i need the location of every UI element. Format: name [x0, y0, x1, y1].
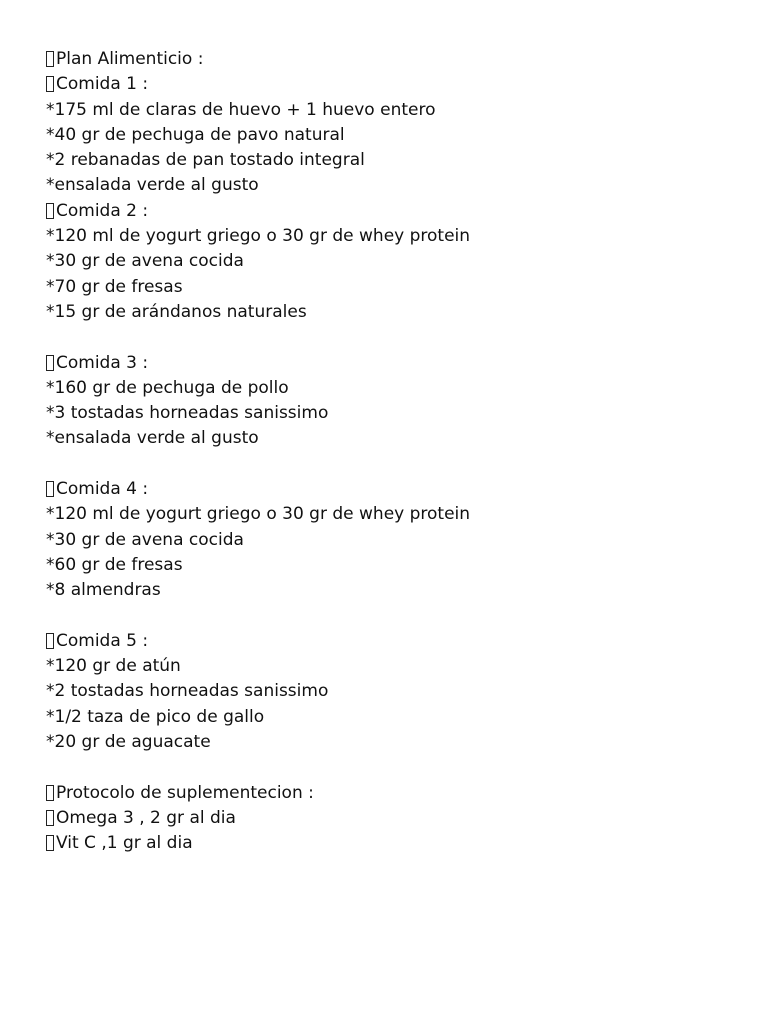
- section-heading-line: [46, 199, 726, 224]
- section-heading-line: [46, 629, 726, 654]
- line-text: *30 gr de avena cocida: [46, 529, 244, 550]
- list-item-line: [46, 730, 726, 755]
- line-text: *2 rebanadas de pan tostado integral: [46, 150, 365, 171]
- line-text: Comida 4 :: [56, 479, 149, 500]
- line-text: *1/2 taza de pico de gallo: [46, 706, 265, 727]
- line-text: *ensalada verde al gusto: [46, 175, 259, 196]
- line-text: *120 gr de atún: [46, 656, 181, 677]
- missing-glyph-box-icon: [46, 203, 54, 219]
- line-text: *8 almendras: [46, 580, 161, 601]
- section-heading-line: [46, 806, 726, 831]
- line-text: Comida 1 :: [56, 74, 149, 95]
- list-item-line: [46, 502, 726, 527]
- section-heading-line: [46, 72, 726, 97]
- line-text: Comida 5 :: [56, 630, 149, 651]
- list-item-line: [46, 401, 726, 426]
- list-item-line: [46, 249, 726, 274]
- list-item-line: [46, 654, 726, 679]
- section-heading-line: [46, 781, 726, 806]
- line-text: Comida 2 :: [56, 200, 149, 221]
- line-text: *120 ml de yogurt griego o 30 gr de whey protein: [46, 504, 471, 525]
- list-item-line: [46, 553, 726, 578]
- list-item-line: [46, 679, 726, 704]
- section-heading-line: [46, 477, 726, 502]
- line-text: Plan Alimenticio :: [56, 49, 204, 69]
- line-text: Omega 3 , 2 gr al dia: [56, 807, 236, 828]
- blank-line: [46, 325, 726, 350]
- list-item-line: [46, 300, 726, 325]
- line-text: *20 gr de aguacate: [46, 732, 211, 753]
- section-heading-line: [46, 47, 726, 72]
- list-item-line: [46, 376, 726, 401]
- missing-glyph-box-icon: [46, 633, 54, 649]
- list-item-line: [46, 148, 726, 173]
- list-item-line: [46, 173, 726, 198]
- section-heading-line: [46, 351, 726, 376]
- line-text: Vit C ,1 gr al dia: [56, 833, 193, 854]
- blank-line: [46, 755, 726, 780]
- missing-glyph-box-icon: [46, 51, 54, 67]
- missing-glyph-box-icon: [46, 355, 54, 371]
- line-text: *70 gr de fresas: [46, 276, 183, 297]
- line-text: Protocolo de suplementecion :: [56, 782, 314, 803]
- line-text: *175 ml de claras de huevo + 1 huevo entero: [46, 99, 436, 120]
- blank-line: [46, 604, 726, 629]
- list-item-line: [46, 705, 726, 730]
- list-item-line: [46, 123, 726, 148]
- line-text: *160 gr de pechuga de pollo: [46, 377, 289, 398]
- missing-glyph-box-icon: [46, 76, 54, 92]
- line-text: Comida 3 :: [56, 352, 149, 373]
- line-text: *2 tostadas horneadas sanissimo: [46, 681, 329, 702]
- document-body: [46, 47, 726, 857]
- list-item-line: [46, 426, 726, 451]
- list-item-line: [46, 578, 726, 603]
- missing-glyph-box-icon: [46, 481, 54, 497]
- line-text: *3 tostadas horneadas sanissimo: [46, 403, 329, 424]
- line-text: *60 gr de fresas: [46, 554, 183, 575]
- line-text: *120 ml de yogurt griego o 30 gr de whey protein: [46, 226, 471, 247]
- list-item-line: [46, 224, 726, 249]
- list-item-line: [46, 275, 726, 300]
- line-text: *40 gr de pechuga de pavo natural: [46, 124, 345, 145]
- missing-glyph-box-icon: [46, 785, 54, 801]
- line-text: *ensalada verde al gusto: [46, 428, 259, 449]
- list-item-line: [46, 98, 726, 123]
- blank-line: [46, 452, 726, 477]
- missing-glyph-box-icon: [46, 835, 54, 851]
- missing-glyph-box-icon: [46, 810, 54, 826]
- line-text: *15 gr de arándanos naturales: [46, 301, 307, 322]
- list-item-line: [46, 528, 726, 553]
- section-heading-line: [46, 831, 726, 856]
- line-text: *30 gr de avena cocida: [46, 251, 244, 272]
